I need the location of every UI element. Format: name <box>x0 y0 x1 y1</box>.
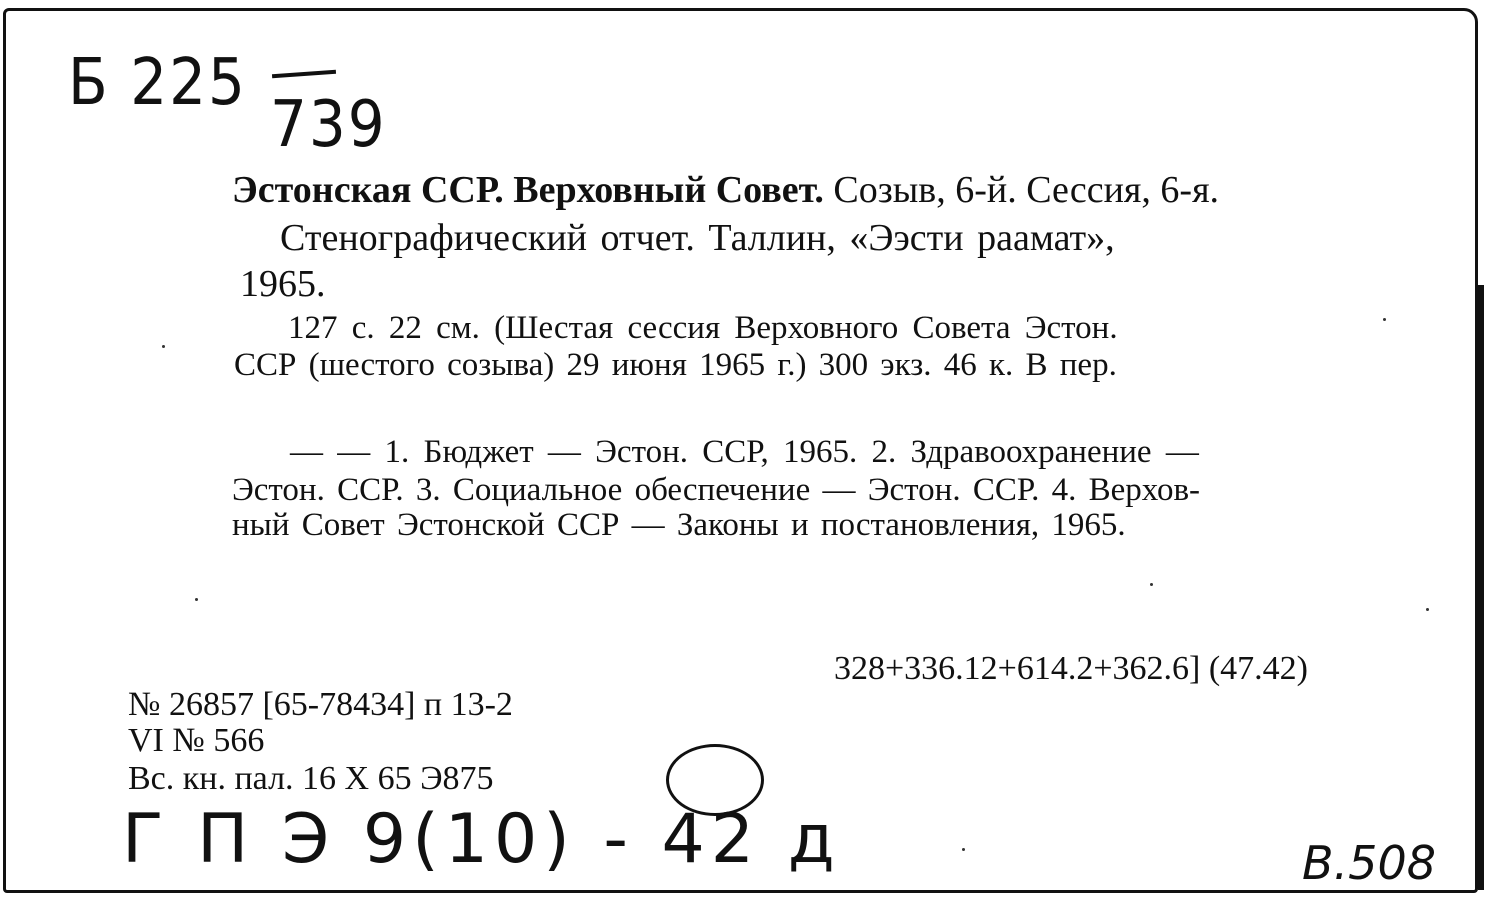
control-line-2: VI № 566 <box>128 722 265 759</box>
handwritten-bottom-right: В.508 <box>1302 836 1436 890</box>
card-edge-shadow <box>1478 285 1484 890</box>
speck <box>195 598 198 601</box>
collation-line-2: ССР (шестого созыва) 29 июня 1965 г.) 300 экз. 46 к. В пер. <box>234 347 1117 383</box>
collation-line-1: 127 с. 22 см. (Шестая сессия Верховного Совета Эстон. <box>288 310 1118 346</box>
title-line-2: Стенографический отчет. Таллин, «Ээсти раамат», <box>280 217 1115 259</box>
title-line-3: 1965. <box>240 263 326 305</box>
speck <box>1150 583 1153 586</box>
handwritten-bottom-left: Г П Э 9(10) - 42 д <box>122 800 841 879</box>
subjects-line-1: — — 1. Бюджет — Эстон. ССР, 1965. 2. Здравоохранение — <box>290 434 1199 470</box>
shelfmark-main: Б 225 <box>68 44 247 120</box>
control-line-3: Вс. кн. пал. 16 X 65 Э875 <box>128 760 494 797</box>
subjects-line-3: ный Совет Эстонской ССР — Законы и постановления, 1965. <box>232 507 1126 543</box>
title-line-1-rest: Созыв, 6-й. Сессия, 6-я. <box>833 169 1220 211</box>
control-line-1: № 26857 [65-78434] п 13-2 <box>128 686 513 723</box>
title-line-1 <box>232 168 1219 212</box>
title-heading: Эстонская ССР. Верховный Совет. <box>232 169 824 211</box>
classification-index: 328+336.12+614.2+362.6] (47.42) <box>834 650 1308 687</box>
speck <box>1383 318 1386 321</box>
shelfmark-sub: 739 <box>270 86 387 162</box>
speck <box>162 345 165 348</box>
speck <box>962 848 965 851</box>
speck <box>1426 608 1429 611</box>
subjects-line-2: Эстон. ССР. 3. Социальное обеспечение — Эстон. ССР. 4. Верхов- <box>232 472 1201 508</box>
